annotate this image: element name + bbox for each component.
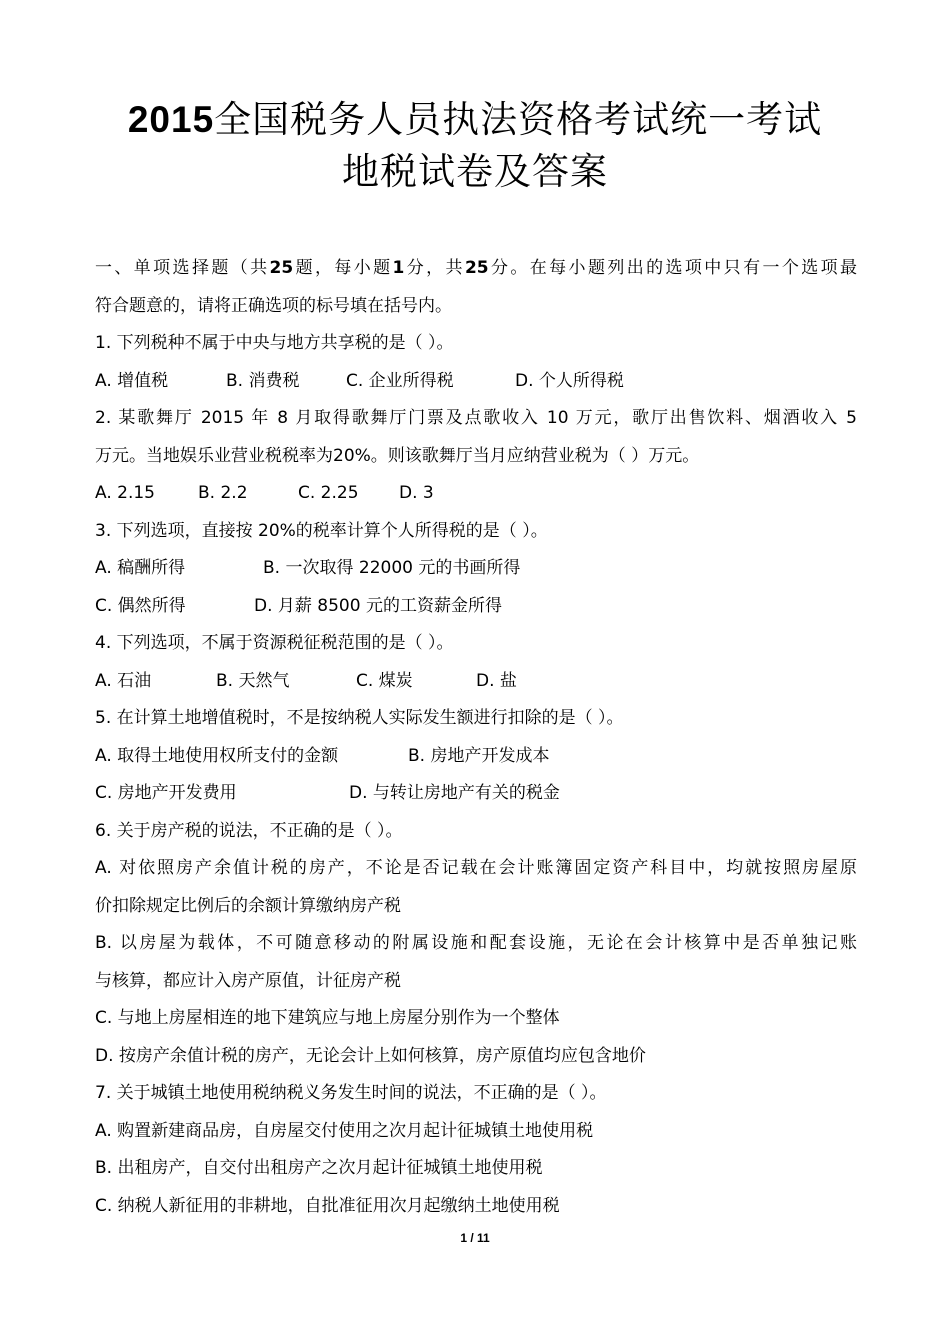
title-text: 全国税务人员执法资格考试统一考试 bbox=[214, 98, 823, 141]
title-year: 2015 bbox=[127, 99, 215, 140]
option-a: A. 2.15 bbox=[95, 483, 155, 503]
option-d: D. 3 bbox=[399, 483, 434, 503]
option-c: C. 2.25 bbox=[298, 483, 359, 503]
section-text: 分，共 bbox=[404, 258, 465, 278]
question-7-option-c: C. 纳税人新征用的非耕地，自批准征用次月起缴纳土地使用税 bbox=[95, 1195, 560, 1216]
option-d: D. 个人所得税 bbox=[515, 370, 624, 391]
question-6-option-a-cont: 价扣除规定比例后的余额计算缴纳房产税 bbox=[95, 895, 401, 916]
question-6-option-a: A. 对依照房产余值计税的房产，不论是否记载在会计账簿固定资产科目中，均就按照房屋原 bbox=[95, 858, 857, 878]
option-c: C. 偶然所得 bbox=[95, 595, 186, 616]
option-d: D. 盐 bbox=[476, 670, 517, 691]
question-7-option-a: A. 购置新建商品房，自房屋交付使用之次月起计征城镇土地使用税 bbox=[95, 1120, 594, 1141]
question-7-option-b: B. 出租房产，自交付出租房产之次月起计征城镇土地使用税 bbox=[95, 1158, 543, 1178]
option-b: B. 一次取得 22000 元的书画所得 bbox=[263, 558, 521, 578]
document-body bbox=[95, 250, 857, 1225]
option-b: B. 消费税 bbox=[226, 370, 300, 391]
document-title-line-2: 地税试卷及答案 bbox=[342, 150, 608, 193]
option-d: D. 与转让房地产有关的税金 bbox=[349, 783, 560, 803]
question-6-option-b: B. 以房屋为载体，不可随意移动的附属设施和配套设施，无论在会计核算中是否单独记账 bbox=[95, 933, 857, 953]
question-7-stem: 7. 关于城镇土地使用税纳税义务发生时间的说法，不正确的是（ ）。 bbox=[95, 1083, 607, 1103]
option-a: A. 石油 bbox=[95, 670, 152, 691]
section-text: 一、单项选择题（共 bbox=[95, 258, 270, 278]
option-b: B. 天然气 bbox=[216, 670, 290, 691]
section-count: 25 bbox=[269, 258, 294, 278]
question-5-stem: 5. 在计算土地增值税时，不是按纳税人实际发生额进行扣除的是（ ）。 bbox=[95, 708, 624, 728]
section-total: 25 bbox=[464, 258, 489, 278]
option-c: C. 企业所得税 bbox=[346, 370, 454, 391]
question-2-stem-cont: 万元。当地娱乐业营业税税率为20%。则该歌舞厅当月应纳营业税为（ ）万元。 bbox=[95, 445, 700, 466]
option-c: C. 煤炭 bbox=[356, 670, 413, 691]
question-6-stem: 6. 关于房产税的说法，不正确的是（ ）。 bbox=[95, 820, 403, 841]
question-5-options-row-1 bbox=[95, 738, 857, 776]
section-text: 分。在每小题列出的选项中只有一个选项最 bbox=[488, 258, 858, 278]
section-text: 题，每小题 bbox=[293, 258, 393, 278]
option-b: B. 2.2 bbox=[198, 483, 248, 503]
question-3-options-row-1 bbox=[95, 550, 857, 588]
question-1-stem: 1. 下列税种不属于中央与地方共享税的是（ ）。 bbox=[95, 333, 454, 353]
question-5-options-row-2 bbox=[95, 775, 857, 813]
option-a: A. 稿酬所得 bbox=[95, 558, 186, 578]
question-3-stem: 3. 下列选项，直接按 20%的税率计算个人所得税的是（ ）。 bbox=[95, 520, 548, 541]
question-2-options bbox=[95, 475, 857, 513]
option-a: A. 取得土地使用权所支付的金额 bbox=[95, 745, 339, 766]
question-6-option-c: C. 与地上房屋相连的地下建筑应与地上房屋分别作为一个整体 bbox=[95, 1008, 560, 1028]
question-2-stem: 2. 某歌舞厅 2015 年 8 月取得歌舞厅门票及点歌收入 10 万元，歌厅出售饮料、烟酒收入 5 bbox=[95, 408, 857, 428]
option-a: A. 增值税 bbox=[95, 370, 169, 391]
question-1-options bbox=[95, 363, 857, 401]
question-4-stem: 4. 下列选项，不属于资源税征税范围的是（ ）。 bbox=[95, 633, 454, 653]
question-6-option-b-cont: 与核算，都应计入房产原值，计征房产税 bbox=[95, 970, 401, 991]
question-6-option-d: D. 按房产余值计税的房产，无论会计上如何核算，房产原值均应包含地价 bbox=[95, 1045, 646, 1066]
option-d: D. 月薪 8500 元的工资薪金所得 bbox=[254, 595, 502, 616]
document-title-line-1 bbox=[0, 95, 950, 145]
option-c: C. 房地产开发费用 bbox=[95, 783, 237, 803]
option-b: B. 房地产开发成本 bbox=[408, 745, 550, 766]
question-3-options-row-2 bbox=[95, 588, 857, 626]
page-number: 1 / 11 bbox=[460, 1231, 490, 1245]
section-heading bbox=[95, 250, 857, 288]
question-4-options bbox=[95, 663, 857, 701]
section-instruction: 符合题意的，请将正确选项的标号填在括号内。 bbox=[95, 295, 452, 316]
section-points: 1 bbox=[392, 258, 405, 278]
